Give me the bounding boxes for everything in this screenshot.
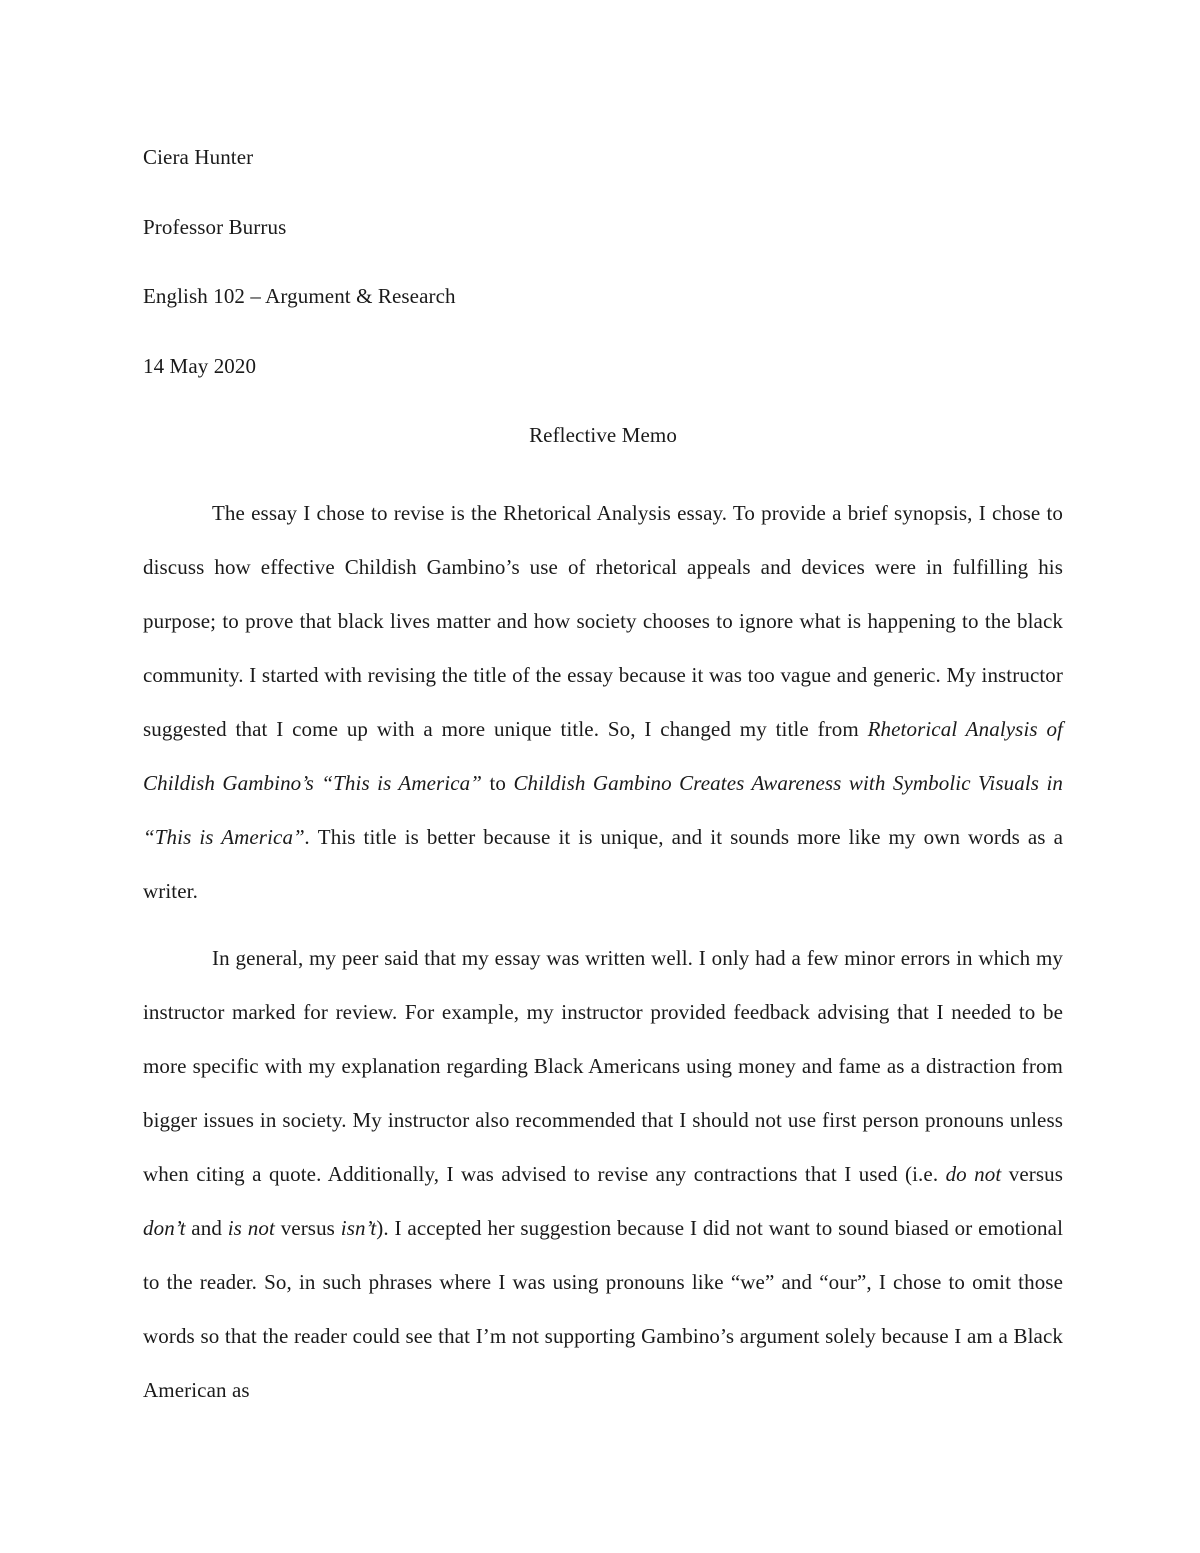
old-title: Rhetorical Analysis of Childish Gambino’s “This is America” — [143, 716, 1063, 795]
paragraph-1-text-c: This title is better because it is unique, and it sounds more like my own words as a writer. — [143, 824, 1063, 903]
professor-name: Professor Burrus — [143, 214, 287, 239]
paragraph-1 — [143, 486, 1063, 918]
paragraph-2-text-a: In general, my peer said that my essay was written well. I only had a few minor errors in which my instructor marked for review. For example, my instructor provided feedback advising that I needed to be more specific with my explanation regarding Black Americans using money and fame as a distraction from bigger issues in society. My instructor also recommended that I should not use first person pronouns unless when citing a quote. Additionally, I was advised to revise any contractions that I used (i.e. — [143, 945, 1063, 1186]
do-not-example: do not — [945, 1161, 1002, 1186]
course-name: English 102 – Argument & Research — [143, 284, 456, 308]
memo-date: 14 May 2020 — [143, 353, 257, 378]
paragraph-1-text-b: to — [482, 770, 514, 795]
author-name: Ciera Hunter — [143, 145, 254, 169]
memo-title: Reflective Memo — [529, 423, 677, 447]
paragraph-2 — [143, 931, 1063, 1417]
versus-text-2: versus — [274, 1215, 341, 1240]
new-title: Childish Gambino Creates Awareness with Symbolic Visuals in “This is America”. — [143, 770, 1063, 849]
and-text: and — [185, 1215, 228, 1240]
paragraph-2-text-b: ). I accepted her suggestion because I did not want to sound biased or emotional to the reader. So, in such phrases where I was using pronouns like “we” and “our”, I chose to omit those words so that the reader could see that I’m not supporting Gambino’s argument solely because I am a Black American as — [143, 1215, 1064, 1402]
dont-example: don’t — [143, 1215, 186, 1240]
is-not-example: is not — [227, 1215, 275, 1240]
paragraph-1-text-a: The essay I chose to revise is the Rhetorical Analysis essay. To provide a brief synopsis, I chose to discuss how effective Childish Gambino’s use of rhetorical appeals and devices were in fulfilling his purpose; to prove that black lives matter and how society chooses to ignore what is happening to the black community. I started with revising the title of the essay because it was too vague and generic. My instructor suggested that I come up with a more unique title. So, I changed my title from — [143, 500, 1063, 741]
memo-body — [143, 138, 1063, 1417]
versus-text-1: versus — [1001, 1161, 1063, 1186]
isnt-example: isn’t — [340, 1215, 377, 1240]
